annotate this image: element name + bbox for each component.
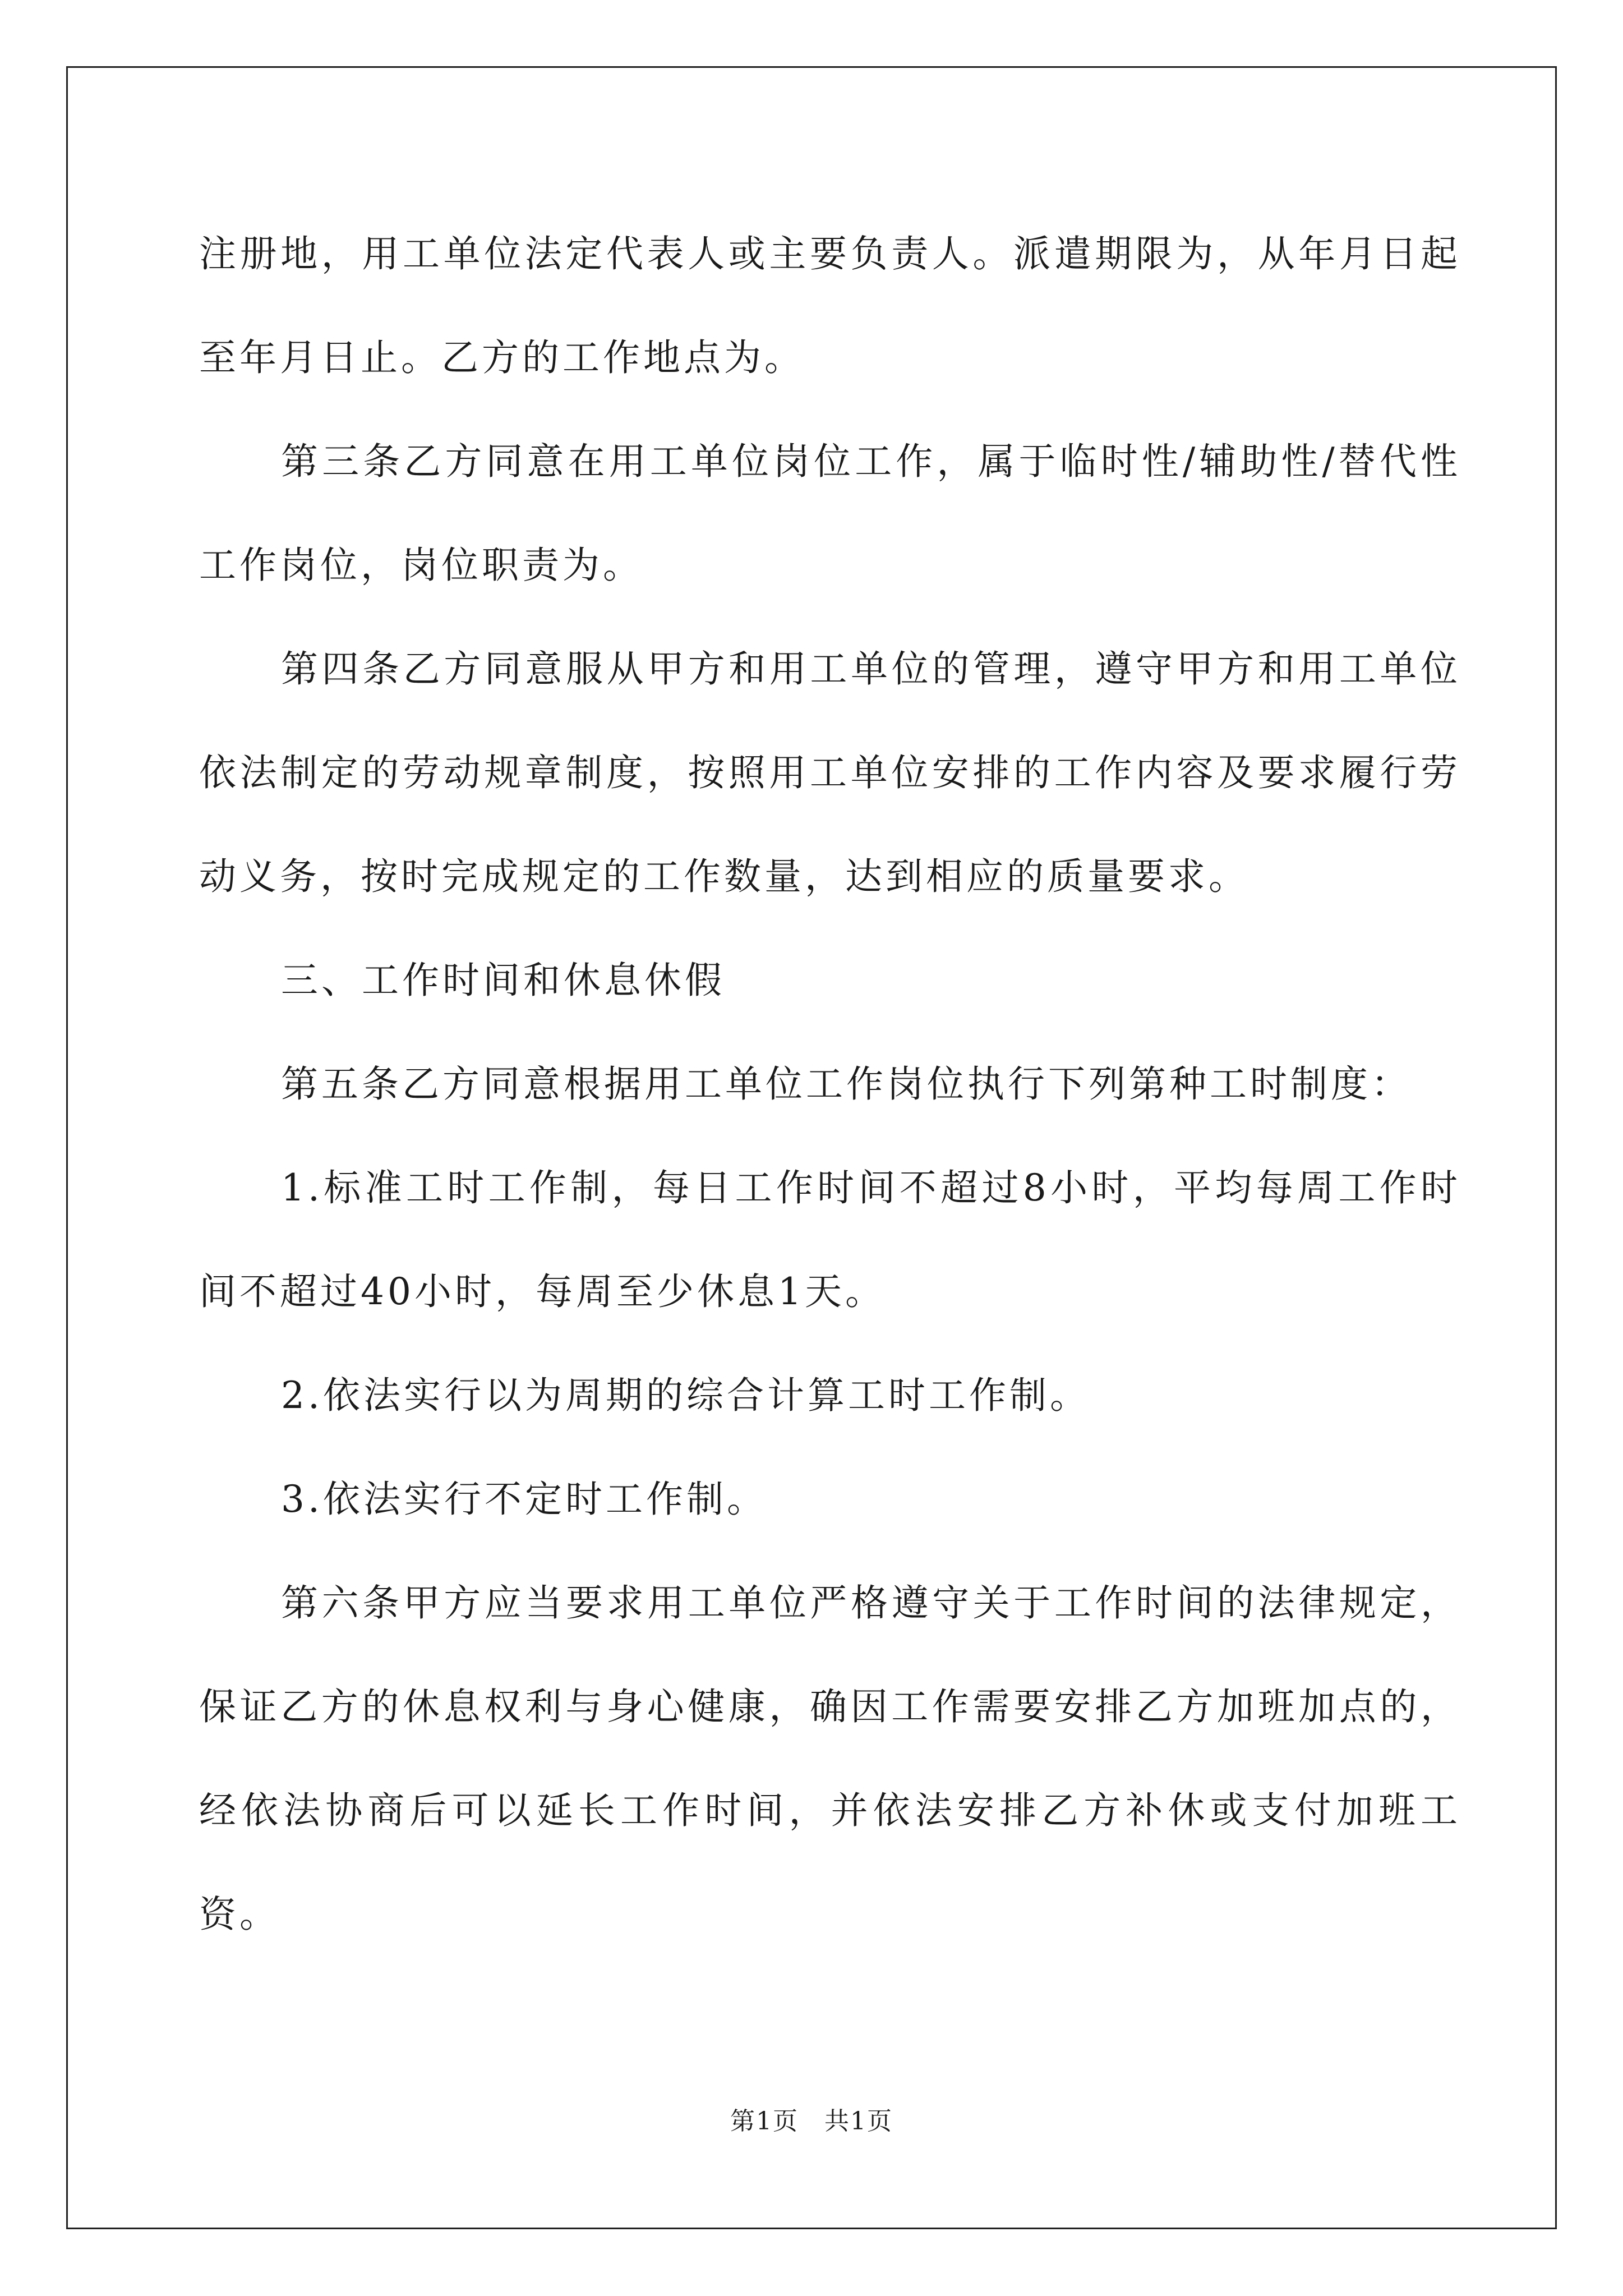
list-item-flexible-hours: 3.依法实行不定时工作制。	[281, 1478, 767, 1521]
paragraph-article-4: 第四条乙方同意服从甲方和用工单位的管理，遵守甲方和用工单位依法制定的劳动规章制度，按照用工单位安排的工作内容及要求履行劳动义务，按时完成规定的工作数量，达到相应的质量要求。	[199, 647, 1461, 898]
page-number-current: 第1页	[730, 2107, 799, 2136]
section-heading-working-hours: 三、工作时间和休息休假	[281, 959, 725, 1002]
document-body	[199, 202, 1461, 1966]
page-number-total: 共1页	[824, 2107, 893, 2136]
paragraph-article-6: 第六条甲方应当要求用工单位严格遵守关于工作时间的法律规定，保证乙方的休息权利与身心健康，确因工作需要安排乙方加班加点的，经依法协商后可以延长工作时间，并依法安排乙方补休或支付加班工资。	[199, 1581, 1461, 1936]
page-footer	[0, 2101, 1623, 2137]
paragraph-registration: 注册地，用工单位法定代表人或主要负责人。派遣期限为，从年月日起至年月日止。乙方的工作地点为。	[199, 232, 1461, 379]
list-item-comprehensive-hours: 2.依法实行以为周期的综合计算工时工作制。	[281, 1374, 1090, 1417]
paragraph-article-5: 第五条乙方同意根据用工单位工作岗位执行下列第种工时制度：	[281, 1062, 1412, 1106]
paragraph-article-3: 第三条乙方同意在用工单位岗位工作，属于临时性/辅助性/替代性工作岗位，岗位职责为。	[199, 440, 1461, 587]
list-item-standard-hours: 1.标准工时工作制，每日工作时间不超过8小时，平均每周工作时间不超过40小时，每周至少休息1天。	[199, 1166, 1461, 1313]
